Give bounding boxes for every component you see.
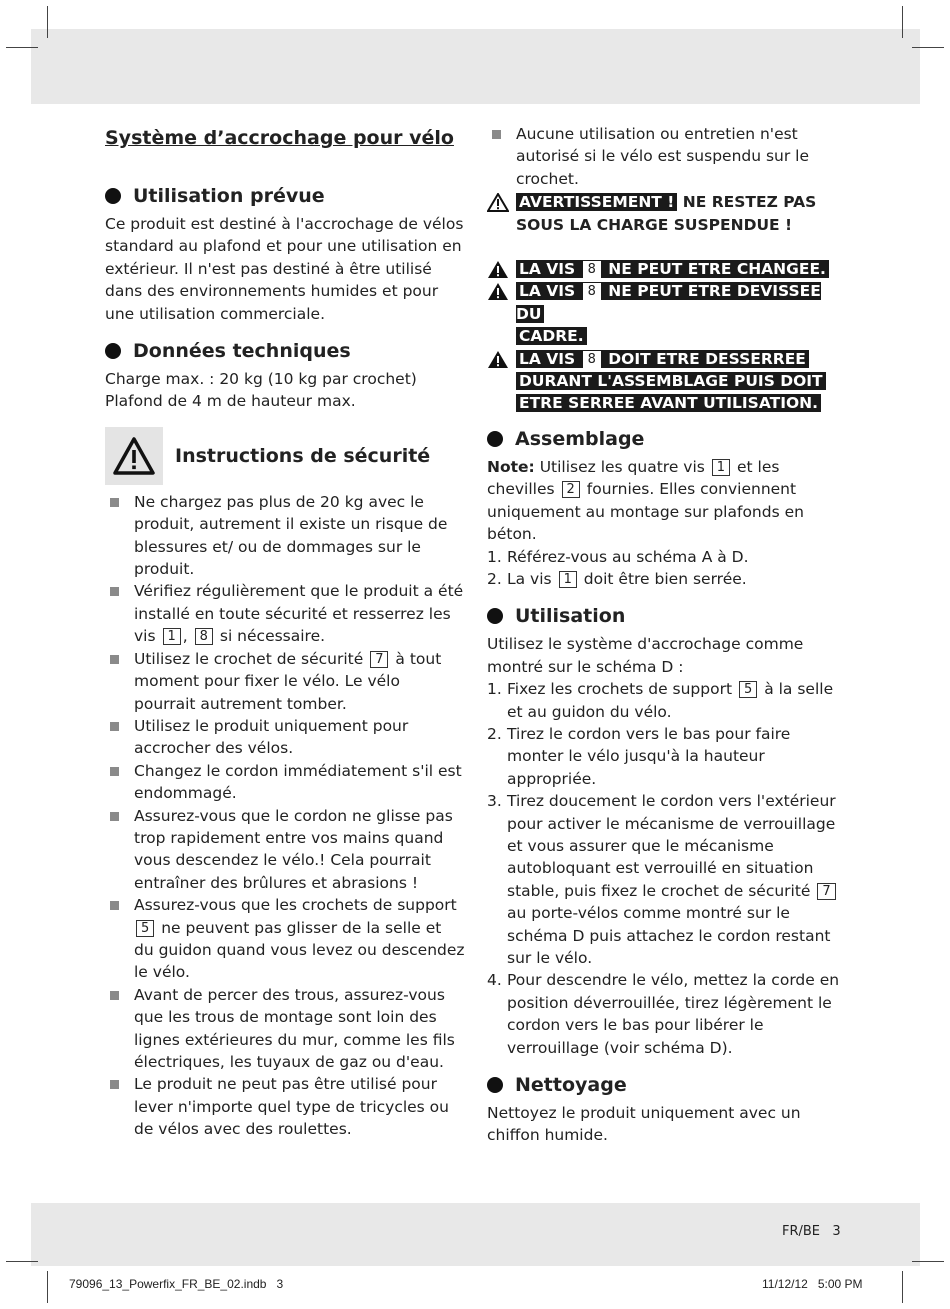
crop-mark xyxy=(6,47,38,48)
warning-screw-loosen-tighten: LA VIS 8 DOIT ETRE DESSERREE DURANT L'ASSEMBLAGE PUIS DOIT ETRE SERREE AVANT UTILISATION. xyxy=(487,348,847,415)
section-heading-utilisation: Utilisation xyxy=(487,604,847,628)
bullet-dot-icon xyxy=(105,343,121,359)
print-slug-file: 79096_13_Powerfix_FR_BE_02.indb 3 xyxy=(69,1277,284,1291)
assembly-steps xyxy=(487,546,847,591)
part-number: 8 xyxy=(583,351,601,368)
list-item: Avant de percer des trous, assurez-vous que les trous de montage sont loin des lignes extérieures du mur, comme les fils électriques, les tuyaux de gaz ou d'eau. xyxy=(105,984,465,1074)
part-number: 7 xyxy=(817,883,835,900)
bullet-dot-icon xyxy=(487,431,503,447)
crop-mark xyxy=(912,47,944,48)
bullet-dot-icon xyxy=(487,1077,503,1093)
cleaning-text: Nettoyez le produit uniquement avec un chiffon humide. xyxy=(487,1104,801,1145)
section-heading-donnees: Données techniques xyxy=(105,339,465,363)
header-band xyxy=(31,29,920,104)
section-heading-nettoyage: Nettoyage xyxy=(487,1073,847,1097)
part-number: 1 xyxy=(712,459,730,476)
part-number: 5 xyxy=(136,920,154,937)
list-item: 1. Fixez les crochets de support 5 à la selle et au guidon du vélo. xyxy=(487,680,834,721)
safety-list xyxy=(105,491,465,1141)
section-heading-utilisation-prevue: Utilisation prévue xyxy=(105,184,465,208)
crop-mark xyxy=(912,1261,944,1262)
list-item: Assurez-vous que le cordon ne glisse pas trop rapidement entre vos mains quand vous descendez le vélo.! Cela pourrait entraîner des brûlures et abrasions ! xyxy=(105,805,465,895)
list-item: 1. Référez-vous au schéma A à D. xyxy=(487,547,749,566)
list-item: Le produit ne peut pas être utilisé pour lever n'importe quel type de tricycles ou de vélos avec des roulettes. xyxy=(105,1073,465,1140)
document-title: Système d’accrochage pour vélo xyxy=(105,127,454,149)
list-item: 4. Pour descendre le vélo, mettez la corde en position déverrouillée, tirez légèrement le cordon vers le bas pour libérer le verrouillage (voir schéma D). xyxy=(487,971,840,1057)
list-item: 2. La vis 1 doit être bien serrée. xyxy=(487,569,747,588)
warning-triangle-icon xyxy=(487,193,509,212)
crop-mark xyxy=(47,6,48,38)
part-number: 2 xyxy=(562,481,580,498)
part-number: 8 xyxy=(583,261,601,278)
list-item: Aucune utilisation ou entretien n'est autorisé si le vélo est suspendu sur le crochet. xyxy=(487,123,847,190)
safety-header xyxy=(105,427,465,485)
list-item: Changez le cordon immédiatement s'il est endommagé. xyxy=(105,760,465,805)
list-item: Utilisez le produit uniquement pour accrocher des vélos. xyxy=(105,715,465,760)
part-number: 1 xyxy=(559,571,577,588)
warning-triangle-icon xyxy=(105,427,163,485)
warning-triangle-icon xyxy=(487,350,509,369)
safety-title: Instructions de sécurité xyxy=(175,444,431,467)
page-number: FR/BE 3 xyxy=(782,1224,841,1239)
intended-use-text: Ce produit est destiné à l'accrochage de vélos standard au plafond et pour une utilisation en extérieur. Il n'est pas destiné à être utilisé dans des environnements humides et pour une utilisation commerciale. xyxy=(105,215,464,323)
list-item: Utilisez le crochet de sécurité 7 à tout moment pour fixer le vélo. Le vélo pourrait autrement tomber. xyxy=(105,648,465,715)
part-number: 5 xyxy=(739,681,757,698)
section-heading-assemblage: Assemblage xyxy=(487,427,847,451)
list-item: 2. Tirez le cordon vers le bas pour faire monter le vélo jusqu'à la hauteur appropriée. xyxy=(487,724,791,788)
crop-mark xyxy=(902,6,903,38)
warning-triangle-icon xyxy=(487,260,509,279)
warning-triangle-icon xyxy=(487,282,509,301)
right-column xyxy=(487,123,847,1147)
bullet-dot-icon xyxy=(487,608,503,624)
list-item: Ne chargez pas plus de 20 kg avec le produit, autrement il existe un risque de blessures et/ ou de dommages sur le produit. xyxy=(105,491,465,581)
list-item: 3. Tirez doucement le cordon vers l'extérieur pour activer le mécanisme de verrouillage et vous assurer que le mécanisme autobloquant est verrouillé en situation stable, puis fixez le crochet de sécurité 7 au porte-vélos comme montré sur le schéma D puis attachez le cordon restant sur le vélo. xyxy=(487,792,836,967)
warning-label: AVERTISSEMENT ! xyxy=(516,193,677,211)
spec-max-load: Charge max. : 20 kg (10 kg par crochet) xyxy=(105,370,417,389)
part-number: 7 xyxy=(370,651,388,668)
print-slug-date: 11/12/12 5:00 PM xyxy=(762,1277,863,1291)
part-number: 8 xyxy=(583,283,601,300)
left-column xyxy=(105,123,465,1141)
spec-ceiling-height: Plafond de 4 m de hauteur max. xyxy=(105,392,356,411)
list-item: Vérifiez régulièrement que le produit a été installé en toute sécurité et resserrez les vis 1 , 8 si nécessaire. xyxy=(105,580,465,647)
part-number: 8 xyxy=(195,628,213,645)
warning-screw-not-changed: LA VIS 8 NE PEUT ETRE CHANGEE. xyxy=(487,258,847,280)
usage-intro: Utilisez le système d'accrochage comme montré sur le schéma D : xyxy=(487,635,804,676)
crop-mark xyxy=(6,1261,38,1262)
list-item: Assurez-vous que les crochets de support 5 ne peuvent pas glisser de la selle et du guidon quand vous levez ou descendez le vélo. xyxy=(105,894,465,984)
safety-list-continued xyxy=(487,123,847,190)
bullet-dot-icon xyxy=(105,188,121,204)
part-number: 1 xyxy=(163,628,181,645)
warning-suspended-load: AVERTISSEMENT ! NE RESTEZ PAS SOUS LA CHARGE SUSPENDUE ! xyxy=(487,191,847,236)
usage-steps xyxy=(487,678,847,1059)
warning-screw-not-unscrewed: LA VIS 8 NE PEUT ETRE DEVISSEE DU CADRE. xyxy=(487,280,847,347)
crop-mark xyxy=(47,1271,48,1303)
crop-mark xyxy=(902,1271,903,1303)
assembly-note: Note: Utilisez les quatre vis 1 et les chevilles 2 fournies. Elles conviennent uniquement au montage sur plafonds en béton. xyxy=(487,457,804,544)
